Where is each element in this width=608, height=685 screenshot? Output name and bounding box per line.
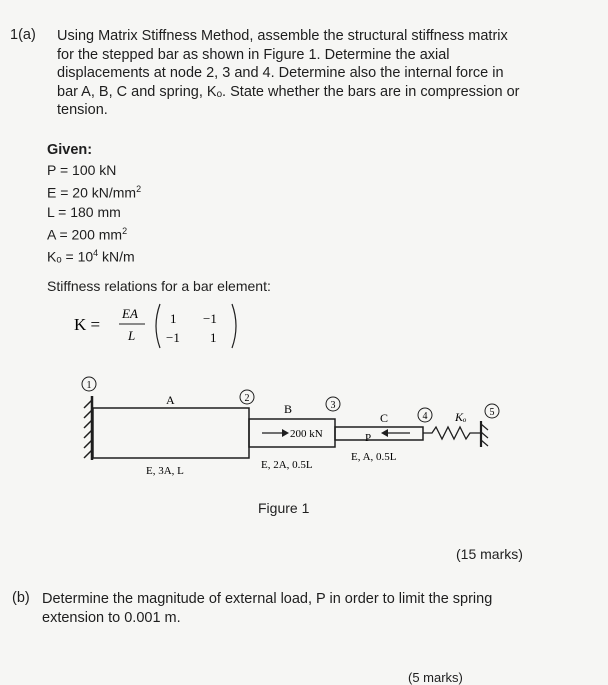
matrix-m11: 1 [170, 311, 177, 326]
question-a-line-4: bar A, B, C and spring, Kₒ. State whether the bars are in compression or [57, 83, 520, 100]
load-200kn-label: 200 kN [290, 428, 323, 440]
bar-a-props: E, 3A, L [146, 465, 184, 477]
stiffness-ea: EA [122, 306, 138, 321]
given-l: L = 180 mm [47, 203, 121, 220]
node-3 [326, 397, 340, 411]
load-p-label: P [365, 432, 372, 444]
fixed-wall-left [84, 396, 92, 460]
node-1-label: 1 [86, 380, 92, 391]
given-k-unit: kN/m [98, 248, 135, 265]
node-5-label: 5 [489, 407, 495, 418]
question-a-line-3: displacements at node 2, 3 and 4. Determine also the internal force in [57, 65, 504, 81]
given-e-base: E = 20 kN/mm [47, 184, 137, 201]
given-k-base: Kₒ = 10 [47, 248, 94, 265]
node-1 [82, 377, 96, 391]
load-p-arrow [381, 429, 410, 437]
stiffness-title: Stiffness relations for a bar element: [47, 278, 271, 294]
node-4 [418, 408, 432, 422]
bar-b-label: B [284, 402, 293, 416]
question-a-line-2: for the stepped bar as shown in Figure 1. Determine the axial [57, 46, 450, 63]
bar-a-label: A [166, 393, 175, 407]
node-2-label: 2 [244, 393, 250, 404]
bar-c-props: E, A, 0.5L [351, 451, 397, 463]
matrix-m22: 1 [210, 330, 217, 345]
given-a-base: A = 200 mm [47, 226, 123, 243]
matrix-left-bracket [156, 304, 160, 348]
spring-label: Kₒ [455, 410, 467, 424]
bar-a [93, 408, 249, 458]
question-b-line-2: extension to 0.001 m. [42, 609, 181, 626]
bar-c-label: C [380, 411, 389, 425]
matrix-right-bracket [232, 304, 236, 348]
marks-a: (15 marks) [456, 546, 523, 562]
given-p: P = 100 kN [47, 162, 117, 178]
marks-b: (5 marks) [408, 670, 463, 685]
matrix-m21: −1 [166, 330, 180, 345]
given-title: Given: [47, 142, 93, 158]
stiffness-k-label: K = [74, 315, 101, 334]
node-4-label: 4 [422, 411, 428, 422]
given-k-exp: 4 [93, 248, 99, 259]
question-number-a: 1(a) [10, 27, 36, 43]
load-200kn-arrow [262, 429, 289, 437]
stiffness-l: L [128, 328, 136, 343]
node-2 [240, 390, 254, 404]
question-a-line-5: tension. [57, 102, 108, 118]
node-3-label: 3 [330, 400, 336, 411]
spring-ko [423, 427, 480, 439]
question-b-line-1: Determine the magnitude of external load, P in order to limit the spring [42, 591, 493, 607]
given-e-exp: 2 [136, 184, 142, 194]
question-number-b: (b) [12, 590, 30, 606]
question-a-line-1: Using Matrix Stiffness Method, assemble the structural stiffness matrix [57, 28, 508, 44]
question-b-text [42, 590, 542, 627]
fixed-wall-right [481, 421, 488, 447]
matrix-m12: −1 [203, 311, 217, 326]
given-a-exp: 2 [122, 225, 128, 236]
figure-caption: Figure 1 [258, 500, 310, 516]
node-5 [485, 404, 499, 418]
bar-b-props: E, 2A, 0.5L [261, 459, 313, 471]
